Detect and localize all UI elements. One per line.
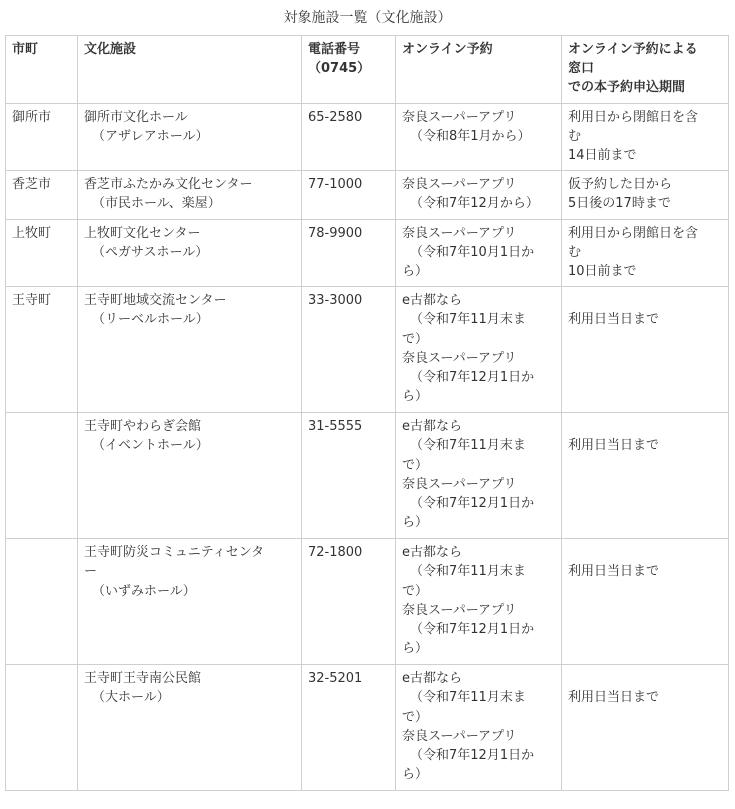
table-row [6, 413, 729, 539]
cell-municipality [6, 665, 78, 791]
cell-phone: 77-1000 [302, 171, 396, 219]
cell-phone: 65-2580 [302, 103, 396, 171]
period-line: 利用日から閉館日を含 [568, 225, 699, 241]
cell-online [396, 287, 562, 413]
table-caption: 対象施設一覧（文化施設） [283, 10, 452, 26]
header-window-l2: 窓口 [568, 61, 595, 77]
header-row [6, 36, 729, 104]
facility-sub: （イベントホール） [92, 438, 209, 454]
cell-phone: 33-3000 [302, 287, 396, 413]
facility-name: 御所市文化ホール [84, 109, 188, 125]
online-line: ら） [402, 515, 429, 531]
header-municipality: 市町 [6, 36, 78, 104]
online-line: （令和7年12月から） [410, 196, 539, 212]
online-line: 奈良スーパーアプリ [402, 225, 517, 241]
cell-facility [78, 171, 302, 219]
online-line: （令和7年12月1日か [410, 748, 535, 764]
facility-name: 王寺町防災コミュニティセンタ [84, 545, 265, 561]
cell-online [396, 171, 562, 219]
cell-municipality [6, 539, 78, 665]
header-online: オンライン予約 [396, 36, 562, 104]
cell-phone: 78-9900 [302, 219, 396, 287]
period-line: 利用日当日まで [568, 312, 660, 328]
facility-name-cont: ー [84, 564, 98, 580]
period-line: 仮予約した日から [568, 177, 673, 193]
period-line: 10日前まで [568, 264, 637, 280]
facility-name: 王寺町地域交流センター [84, 293, 227, 309]
online-line: e古都なら [402, 293, 462, 309]
online-line: 奈良スーパーアプリ [402, 602, 517, 618]
online-line: e古都なら [402, 545, 462, 561]
facility-name: 香芝市ふたかみ文化センター [84, 177, 253, 193]
facility-name: 王寺町やわらぎ会館 [84, 419, 202, 435]
online-line: ら） [402, 389, 429, 405]
cell-municipality: 王寺町 [6, 287, 78, 413]
table-row [6, 171, 729, 219]
cell-period [562, 665, 729, 791]
online-line: （令和7年11月末ま [410, 690, 526, 706]
online-line: 奈良スーパーアプリ [402, 728, 517, 744]
cell-municipality: 御所市 [6, 103, 78, 171]
period-line: 5日後の17時まで [568, 196, 671, 212]
cell-period [562, 171, 729, 219]
facility-table [5, 35, 729, 791]
online-line: 奈良スーパーアプリ [402, 109, 517, 125]
cell-online [396, 665, 562, 791]
cell-online [396, 413, 562, 539]
cell-period [562, 413, 729, 539]
online-line: （令和7年12月1日か [410, 370, 535, 386]
online-line: （令和7年12月1日か [410, 496, 535, 512]
table-row [6, 219, 729, 287]
online-line: で） [402, 583, 429, 599]
period-line: 利用日当日まで [568, 564, 660, 580]
cell-facility [78, 219, 302, 287]
header-facility: 文化施設 [78, 36, 302, 104]
facility-sub: （ペガサスホール） [92, 244, 209, 260]
online-line: 奈良スーパーアプリ [402, 476, 517, 492]
online-line: （令和7年11月末ま [410, 312, 526, 328]
cell-phone: 31-5555 [302, 413, 396, 539]
cell-period [562, 539, 729, 665]
table-row [6, 287, 729, 413]
cell-facility [78, 539, 302, 665]
online-line: （令和7年10月1日か [410, 244, 535, 260]
online-line: ら） [402, 767, 429, 783]
header-phone-l1: 電話番号 [308, 42, 361, 57]
cell-phone: 32-5201 [302, 665, 396, 791]
table-row [6, 539, 729, 665]
cell-municipality [6, 413, 78, 539]
header-window [562, 36, 729, 104]
cell-online [396, 539, 562, 665]
online-line: 奈良スーパーアプリ [402, 177, 517, 193]
period-line: む [568, 128, 582, 144]
online-line: e古都なら [402, 419, 462, 435]
online-line: （令和8年1月から） [410, 128, 531, 144]
cell-period [562, 103, 729, 171]
online-line: （令和7年11月末ま [410, 564, 526, 580]
cell-phone: 72-1800 [302, 539, 396, 665]
facility-name: 上牧町文化センター [84, 225, 201, 241]
period-line: 利用日当日まで [568, 690, 660, 706]
period-line: 利用日当日まで [568, 438, 660, 454]
cell-municipality: 香芝市 [6, 171, 78, 219]
online-line: （令和7年12月1日か [410, 622, 535, 638]
header-window-l3: での本予約申込期間 [568, 80, 686, 96]
online-line: 奈良スーパーアプリ [402, 350, 517, 366]
cell-facility [78, 103, 302, 171]
cell-period [562, 287, 729, 413]
cell-online [396, 103, 562, 171]
online-line: ら） [402, 264, 429, 280]
facility-sub: （アザレアホール） [92, 128, 209, 144]
cell-online [396, 219, 562, 287]
cell-facility [78, 287, 302, 413]
online-line: で） [402, 457, 429, 473]
facility-sub: （いずみホール） [92, 583, 196, 599]
facility-sub: （市民ホール、楽屋） [92, 196, 221, 212]
period-line: 利用日から閉館日を含 [568, 109, 699, 125]
online-line: で） [402, 331, 429, 347]
online-line: （令和7年11月末ま [410, 438, 526, 454]
cell-period [562, 219, 729, 287]
period-line: む [568, 244, 582, 260]
header-phone-l2: （0745） [308, 61, 371, 77]
table-row [6, 665, 729, 791]
cell-facility [78, 665, 302, 791]
online-line: e古都なら [402, 671, 462, 687]
header-phone [302, 36, 396, 104]
facility-sub: （大ホール） [92, 690, 170, 706]
online-line: ら） [402, 641, 429, 657]
table-row [6, 103, 729, 171]
online-line: で） [402, 709, 429, 725]
period-line: 14日前まで [568, 148, 637, 164]
cell-facility [78, 413, 302, 539]
facility-name: 王寺町王寺南公民館 [84, 671, 202, 687]
cell-municipality: 上牧町 [6, 219, 78, 287]
facility-sub: （リーベルホール） [92, 312, 209, 328]
header-window-l1: オンライン予約による [568, 42, 698, 57]
